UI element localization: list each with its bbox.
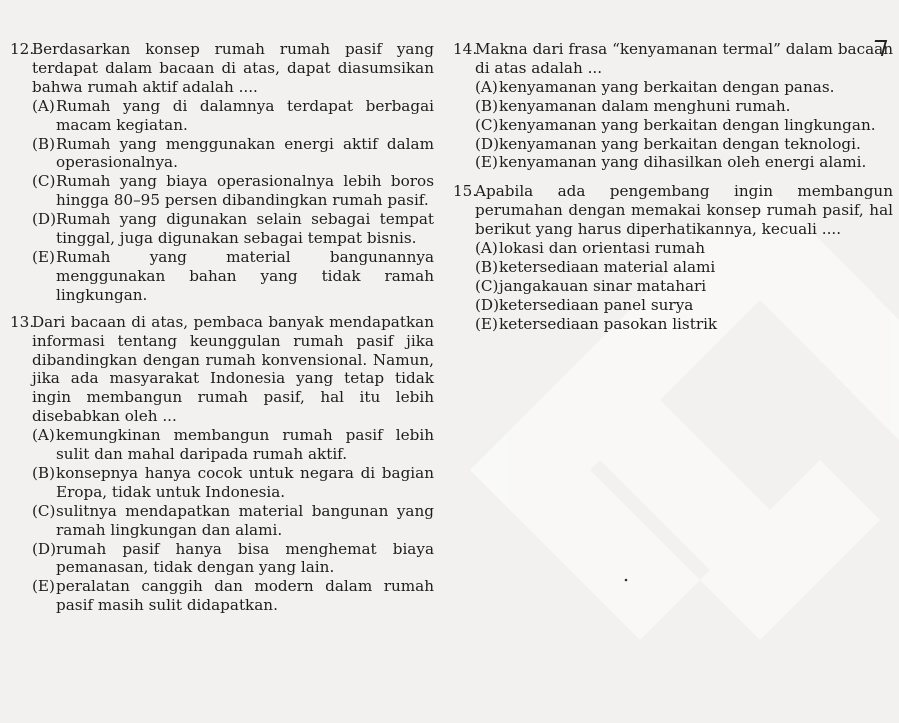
option-e — [453, 153, 893, 172]
option-text: kenyamanan dalam menghuni rumah. — [499, 96, 791, 115]
option-text: rumah pasif hanya bisa menghemat biaya pemanasan, tidak dengan yang lain. — [56, 539, 434, 577]
option-text: Rumah yang digunakan selain sebagai tempat tinggal, juga digunakan sebagai tempat bisnis. — [56, 210, 434, 248]
option-d — [10, 210, 434, 248]
question-stem — [10, 313, 434, 426]
option-list — [10, 426, 434, 615]
option-e — [453, 315, 893, 334]
option-d — [10, 540, 434, 578]
option-list — [10, 97, 434, 305]
option-letter: (B) — [475, 257, 499, 276]
option-letter: (C) — [475, 276, 499, 295]
option-text: Rumah yang material bangunannya menggunakan bahan yang tidak ramah lingkungan. — [56, 247, 434, 304]
option-letter: (E) — [32, 577, 55, 596]
question-text: Berdasarkan konsep rumah rumah pasif yang terdapat dalam bacaan di atas, dapat diasumsikan bahwa rumah aktif adalah .... — [32, 40, 434, 96]
ink-dot — [625, 579, 628, 582]
option-text: peralatan canggih dan modern dalam rumah pasif masih sulit didapatkan. — [56, 577, 434, 615]
option-letter: (A) — [32, 96, 55, 115]
option-e — [10, 577, 434, 615]
option-letter: (A) — [475, 77, 498, 96]
option-c — [453, 116, 893, 135]
left-column — [10, 40, 434, 619]
question-15 — [453, 182, 893, 333]
question-stem — [453, 40, 893, 78]
question-number: 14. — [453, 40, 478, 58]
option-letter: (B) — [32, 134, 56, 153]
option-letter: (A) — [32, 426, 55, 445]
option-letter: (A) — [475, 239, 498, 258]
option-text: Rumah yang biaya operasionalnya lebih boros hingga 80–95 persen dibandingkan rumah pasif. — [56, 172, 434, 210]
option-text: kemungkinan membangun rumah pasif lebih sulit dan mahal daripada rumah aktif. — [56, 426, 434, 464]
question-text: Makna dari frasa “kenyamanan termal” dalam bacaan di atas adalah ... — [475, 40, 893, 77]
option-letter: (E) — [475, 153, 498, 172]
option-text: konsepnya hanya cocok untuk negara di bagian Eropa, tidak untuk Indonesia. — [56, 463, 434, 501]
option-letter: (C) — [475, 115, 499, 134]
option-a — [10, 426, 434, 464]
option-b — [453, 97, 893, 116]
option-text: Rumah yang menggunakan energi aktif dalam operasionalnya. — [56, 134, 434, 172]
question-13 — [10, 313, 434, 616]
option-letter: (E) — [475, 314, 498, 333]
question-number: 15. — [453, 182, 478, 201]
option-d — [453, 135, 893, 154]
question-number: 13. — [10, 312, 35, 331]
right-column — [453, 40, 893, 338]
option-c — [10, 172, 434, 210]
option-d — [453, 296, 893, 315]
option-letter: (E) — [32, 247, 55, 266]
option-text: kenyamanan yang berkaitan dengan lingkungan. — [499, 115, 876, 134]
option-letter: (D) — [32, 539, 57, 558]
option-e — [10, 248, 434, 305]
option-text: lokasi dan orientasi rumah — [499, 239, 706, 258]
question-14 — [453, 40, 893, 172]
option-text: ketersediaan pasokan listrik — [499, 314, 718, 333]
question-stem — [10, 40, 434, 97]
option-text: kenyamanan yang berkaitan dengan teknologi. — [499, 134, 861, 153]
option-text: Rumah yang di dalamnya terdapat berbagai macam kegiatan. — [56, 96, 434, 134]
question-stem — [453, 182, 893, 239]
option-a — [10, 97, 434, 135]
question-text: Dari bacaan di atas, pembaca banyak mendapatkan informasi tentang keunggulan rumah pasif jika dibandingkan dengan rumah konvensional. Namun, jika ada masyarakat Indonesia yang tetap tidak ingin membangun rumah pasif, hal itu lebih disebabkan oleh ... — [32, 312, 434, 426]
question-text: Apabila ada pengembang ingin membangun perumahan dengan memakai konsep rumah pasif, hal berikut yang harus diperhatikannya, kecuali .... — [475, 182, 893, 239]
option-text: jangakauan sinar matahari — [499, 276, 707, 295]
option-c — [10, 502, 434, 540]
option-c — [453, 277, 893, 296]
option-letter: (C) — [32, 172, 56, 191]
option-a — [453, 78, 893, 97]
option-text: sulitnya mendapatkan material bangunan yang ramah lingkungan dan alami. — [56, 501, 434, 539]
option-list — [453, 239, 893, 334]
option-letter: (D) — [475, 134, 500, 153]
option-b — [10, 135, 434, 173]
option-letter: (C) — [32, 501, 56, 520]
option-text: kenyamanan yang dihasilkan oleh energi alami. — [499, 153, 867, 172]
option-a — [453, 239, 893, 258]
option-letter: (B) — [32, 463, 56, 482]
option-list — [453, 78, 893, 173]
question-number: 12. — [10, 40, 35, 58]
option-b — [453, 258, 893, 277]
option-letter: (B) — [475, 96, 499, 115]
question-12 — [10, 40, 434, 305]
option-text: ketersediaan panel surya — [499, 295, 694, 314]
option-b — [10, 464, 434, 502]
option-text: kenyamanan yang berkaitan dengan panas. — [499, 77, 835, 96]
option-letter: (D) — [32, 210, 57, 229]
option-letter: (D) — [475, 295, 500, 314]
option-text: ketersediaan material alami — [499, 257, 716, 276]
